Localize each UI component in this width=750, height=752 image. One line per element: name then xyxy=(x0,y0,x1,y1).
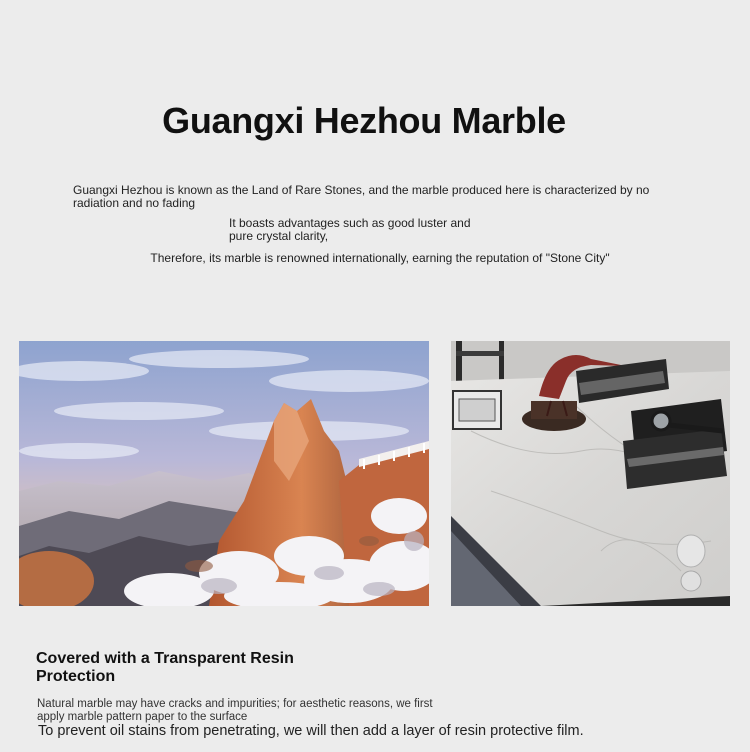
intro-text-advantages: It boasts advantages such as good luster and pure crystal clarity, xyxy=(229,216,471,243)
resin-film-note: To prevent oil stains from penetrating, we will then add a layer of resin protective film. xyxy=(38,723,584,739)
intro-text-origin: Guangxi Hezhou is known as the Land of Rare Stones, and the marble produced here is characterized by no radiation and no fading xyxy=(73,183,650,210)
mountain-landscape-photo xyxy=(19,341,429,606)
marble-table-photo xyxy=(451,341,730,606)
resin-section-heading: Covered with a Transparent Resin Protection xyxy=(36,650,294,685)
page-title: Guangxi Hezhou Marble xyxy=(162,100,566,141)
marble-pattern-note: Natural marble may have cracks and impurities; for aesthetic reasons, we first apply marble pattern paper to the surface xyxy=(37,698,433,723)
intro-text-reputation: Therefore, its marble is renowned internationally, earning the reputation of "Stone City" xyxy=(150,251,610,265)
